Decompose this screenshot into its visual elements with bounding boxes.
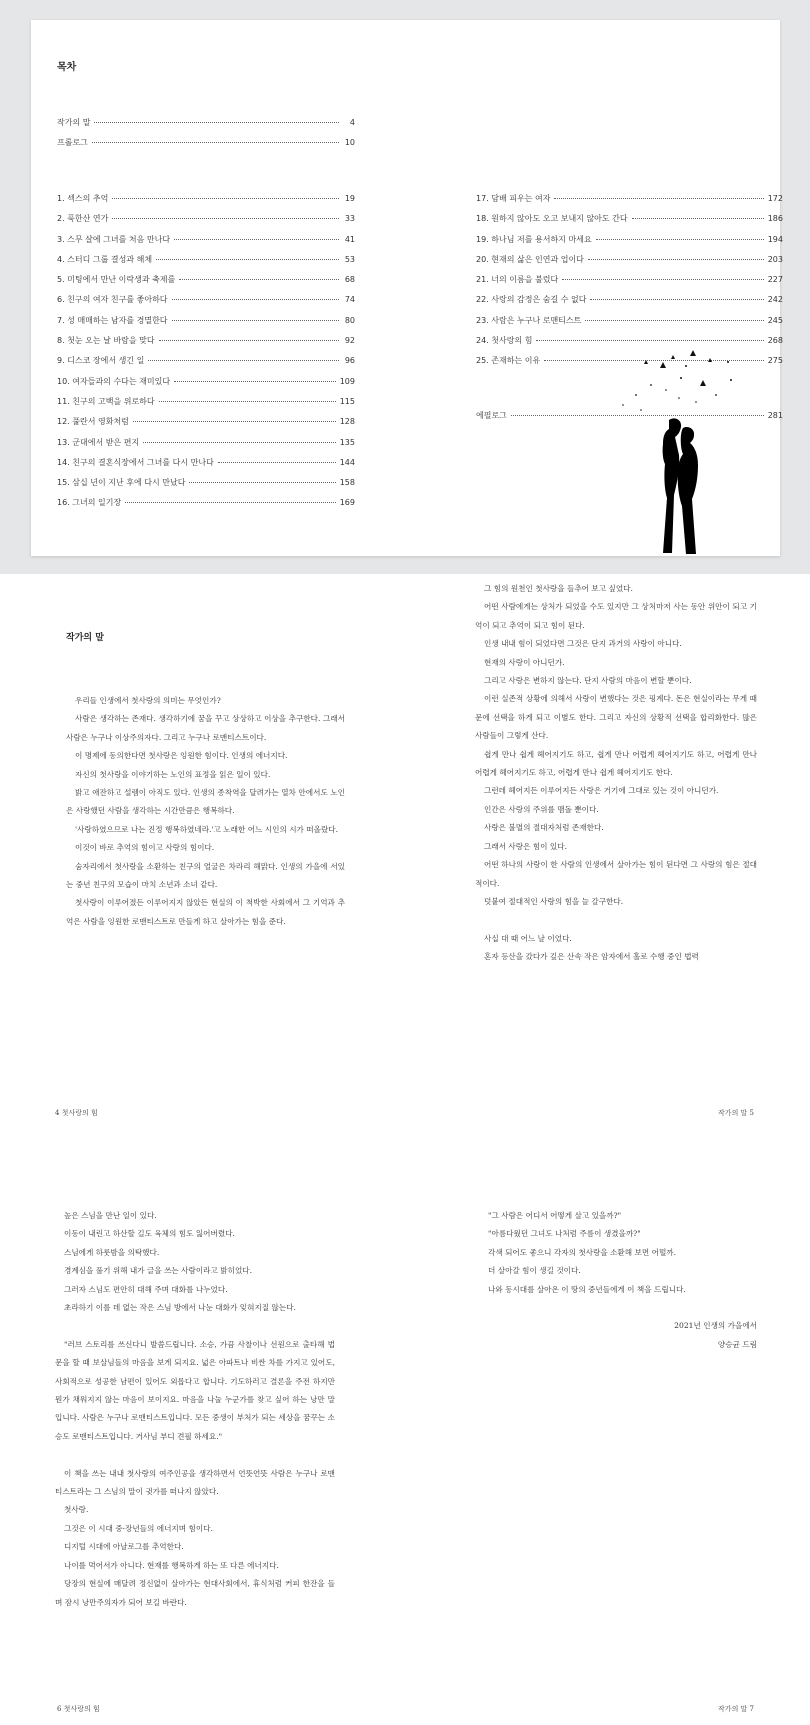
toc-label: 에필로그 (476, 411, 507, 420)
body-paragraph: 스님에게 하룻밤을 의탁했다. (64, 1247, 160, 1257)
body-paragraph: 그러자 스님도 편안히 대해 주며 대화를 나누었다. (64, 1284, 228, 1294)
toc-leader (174, 381, 336, 382)
toc-page: 144 (339, 457, 355, 467)
toc-label: 작가의 말 (57, 118, 91, 127)
toc-page: 74 (344, 295, 355, 305)
toc-leader (125, 502, 336, 503)
toc-page: 115 (339, 396, 355, 406)
toc-row (57, 355, 355, 375)
body-paragraph: 나와 동시대를 살아온 이 땅의 중년들에게 이 책을 드립니다. (488, 1284, 686, 1294)
toc-page: 186 (767, 214, 783, 224)
toc-label: 8. 첫눈 오는 날 바람을 맞다 (57, 336, 155, 346)
toc-leader (172, 320, 339, 321)
falling-sparkles (622, 350, 732, 411)
body-paragraph: 쉽게 만나 쉽게 헤어지기도 하고, 쉽게 만나 어렵게 헤어지기도 하고, 어렵게 만나 어렵게 헤어지기도 하고, 어렵게 만나 쉽게 헤어지기도 한다. (475, 749, 757, 778)
toc-label: 23. 사람은 누구나 로맨티스트 (476, 315, 582, 325)
page-folio-left: 4 첫사랑의 힘 (55, 1109, 98, 1117)
body-paragraph: 더 살아갈 힘이 생길 것이다. (488, 1266, 581, 1276)
toc-label: 25. 존재하는 이유 (476, 356, 541, 366)
body-paragraph: 어떤 사람에게는 상처가 되었을 수도 있지만 그 상처마저 사는 동안 위안이 되고 기억이 되고 추억이 되고 힘이 된다. (475, 602, 757, 630)
spacer (479, 1299, 757, 1317)
body-paragraph: 이 명제에 동의한다면 첫사랑은 잉원한 힘이다. 인생의 에너지다. (75, 751, 288, 761)
toc-page: 172 (767, 194, 783, 203)
paragraph-spacer (475, 911, 757, 929)
toc-label: 12. 풀란서 영화처럼 (57, 417, 129, 427)
toc-front-list (57, 117, 355, 157)
toc-leader (590, 299, 763, 300)
toc-label: 15. 삼십 년이 지난 후에 다시 만났다 (57, 478, 186, 488)
toc-page: 19 (344, 194, 355, 203)
toc-label: 11. 친구의 고백을 위로하다 (57, 396, 155, 406)
body-paragraph: 현재의 사랑이 아니던가. (484, 657, 565, 667)
couple-figures (663, 418, 698, 554)
toc-label: 6. 친구의 여자 친구를 좋아하다 (57, 295, 168, 305)
toc-label: 2. 푹한산 연가 (57, 214, 109, 224)
toc-title: 목차 (57, 62, 77, 73)
toc-page: 41 (344, 234, 355, 244)
body-paragraph: 인생 내내 힘이 되었다면 그것은 단지 과거의 사랑이 아니다. (484, 639, 682, 649)
toc-label: 7. 성 매매하는 남자를 경멸한다 (57, 315, 168, 325)
body-paragraph: 첫사랑. (64, 1505, 89, 1515)
toc-label: 1. 섹스의 추억 (57, 194, 109, 203)
page-folio-right: 작가의 말 5 (718, 1109, 754, 1117)
toc-label: 18. 원하지 않아도 오고 보내지 않아도 간다 (476, 214, 628, 224)
body-paragraph: 이동이 내린고 하산할 길도 육체의 힘도 잃어버렸다. (64, 1229, 235, 1239)
body-paragraph: 그리고 사랑은 변하지 않는다. 단지 사람의 마음이 변할 뿐이다. (484, 676, 692, 686)
toc-row (57, 274, 355, 294)
toc-leader (94, 122, 339, 123)
toc-page: 109 (339, 376, 355, 386)
toc-row (57, 335, 355, 355)
toc-page: 169 (339, 498, 355, 508)
signature-name: 양승균 드림 (717, 1339, 757, 1349)
toc-label: 4. 스터디 그룹 결성과 해체 (57, 254, 153, 264)
body-paragraph: 자신의 첫사랑을 이야기하는 노인의 표정을 읽은 일이 있다. (75, 769, 271, 779)
toc-row (476, 234, 783, 254)
toc-label: 14. 친구의 결혼식장에서 그녀를 다시 만나다 (57, 457, 214, 467)
toc-label: 프롤로그 (57, 138, 88, 147)
toc-leader (632, 218, 764, 219)
toc-page: 281 (767, 411, 783, 420)
toc-row (57, 416, 355, 436)
body-paragraph: 숨자리에서 첫사랑을 소환하는 친구의 얼굴은 차라리 해맑다. 인생의 가을에 서있는 중년 친구의 모습이 마치 소년과 소녀 같다. (66, 861, 345, 890)
toc-row (57, 376, 355, 396)
toc-label: 19. 하나님 저를 용서하지 마세요 (476, 234, 592, 244)
body-paragraph: 밝고 애잔하고 설렘이 아직도 있다. 인생의 종착역을 달려가는 열차 안에서도 노인은 사랑했던 사람을 생각하는 시간만큼은 행복하다. (66, 788, 345, 816)
preface-right-column (475, 580, 757, 967)
body-paragraph: 어떤 하나의 사랑이 한 사람의 인생에서 살아가는 힘이 된다면 그 사랑의 힘은 절대적이다. (475, 860, 757, 888)
body-paragraph: '사랑하였으므로 나는 진정 행복하였네라.'고 노래한 어느 시인의 시가 떠올랐다. (75, 824, 339, 834)
toc-leader (596, 239, 764, 240)
toc-row (57, 497, 355, 517)
toc-leader (554, 198, 763, 199)
body-paragraph: 나이를 먹어서가 아니다. 현재를 행복하게 하는 또 다른 에너지다. (64, 1560, 279, 1570)
toc-label: 21. 너의 이름을 불렀다 (476, 275, 559, 285)
toc-row (476, 315, 783, 335)
body-paragraph: 이 책을 쓰는 내내 첫사랑의 여주인공을 생각하면서 언뜻언뜻 사람은 누구나 로맨티스트라는 그 스님의 말이 귓가를 떠나지 않았다. (55, 1468, 335, 1497)
preface-spread-1 (0, 574, 810, 1119)
toc-label: 17. 담배 피우는 여자 (476, 194, 551, 203)
body-paragraph: 그 힘의 원천인 첫사랑을 들추어 보고 싶었다. (484, 584, 633, 593)
body-paragraph: 그래서 사랑은 힘이 있다. (484, 841, 568, 851)
toc-label: 5. 미팅에서 만난 이락생과 축제를 (57, 275, 176, 285)
toc-leader (172, 299, 339, 300)
toc-page: 158 (339, 478, 355, 488)
toc-leader (92, 142, 339, 143)
toc-page: 128 (339, 417, 355, 427)
preface-heading: 작가의 말 (66, 633, 104, 643)
body-paragraph: 당장의 현실에 매달려 정신없이 살아가는 현대사회에서, 휴식처럼 커피 한잔을 들며 잠시 낭만주의자가 되어 보길 바란다. (55, 1579, 335, 1607)
preface-right-paras (479, 1207, 757, 1299)
toc-label: 20. 현재의 삶은 인연과 업이다 (476, 254, 584, 264)
toc-right-list (476, 193, 783, 376)
body-paragraph: 사랑은 불멸의 절대자처럼 존재한다. (484, 823, 604, 833)
page-folio-right-2: 작가의 말 7 (718, 1705, 754, 1713)
toc-row (476, 254, 783, 274)
toc-row (57, 193, 355, 213)
toc-label: 9. 디스코 장에서 생긴 일 (57, 356, 145, 366)
toc-page: 33 (344, 214, 355, 224)
toc-label: 16. 그녀의 일기장 (57, 498, 122, 508)
toc-row (57, 396, 355, 416)
toc-leader (148, 360, 339, 361)
preface-left-column (66, 692, 345, 931)
toc-label: 3. 스무 살에 그녀를 처음 만나다 (57, 234, 171, 244)
toc-row (57, 457, 355, 477)
preface-left-column-2 (55, 1207, 335, 1612)
toc-row (476, 294, 783, 314)
body-paragraph: 우리들 인생에서 첫사랑의 의미는 무엇인가? (75, 696, 221, 705)
body-paragraph: 사십 대 때 어느 날 이었다. (484, 933, 572, 943)
body-paragraph: 그것은 이 시대 중·장년들의 에너지며 힘이다. (64, 1523, 213, 1533)
paragraph-spacer (55, 1446, 335, 1464)
toc-page: 96 (344, 356, 355, 366)
body-paragraph: 첫사랑이 이루어졌든 이루어지지 않았든 현실의 이 척박한 사회에서 그 기억과 추억은 사람을 잉원한 로맨티스트로 만들게 하고 살아가는 힘을 준다. (66, 898, 345, 926)
toc-row (57, 315, 355, 335)
toc-page: 80 (344, 315, 355, 325)
body-paragraph: 이런 실존적 상황에 의해서 사랑이 변했다는 것은 핑계다. 돈은 현실이라는 무게 때문에 선택을 하게 되고 이별도 한다. 그리고 자신의 상황적 선택을 합리화한다. 많은 사람들이 그렇게 산다. (475, 694, 757, 741)
toc-row (57, 254, 355, 274)
toc-leader (156, 259, 339, 260)
body-paragraph: 그런데 헤어지든 이루어지든 사랑은 거기에 그대로 있는 것이 아니던가. (484, 786, 719, 796)
page-folio-left-2: 6 첫사랑의 힘 (57, 1705, 100, 1713)
toc-leader (588, 259, 764, 260)
toc-row (57, 234, 355, 254)
body-paragraph: 경계심을 풀기 위해 내가 글을 쓰는 사람이라고 밝히었다. (64, 1266, 253, 1276)
couple-silhouette-illustration (611, 350, 781, 555)
toc-row (476, 193, 783, 213)
toc-page: 135 (339, 437, 355, 447)
toc-leader (536, 340, 763, 341)
body-paragraph: "그 사람은 어디서 어떻게 살고 있을까?" (488, 1211, 622, 1220)
paragraph-spacer (55, 1317, 335, 1335)
toc-page: 194 (767, 234, 783, 244)
toc-leader (174, 239, 339, 240)
toc-left-list (57, 193, 355, 518)
signature-date: 2021년 인생의 가을에서 (674, 1321, 757, 1331)
toc-page: 275 (767, 356, 783, 366)
body-paragraph: 초라하기 이를 데 없는 작은 스님 방에서 나눈 대화가 잊혀지질 않는다. (64, 1303, 296, 1313)
preface-right-column-2 (479, 1207, 757, 1354)
toc-row (57, 294, 355, 314)
toc-page: 53 (344, 254, 355, 264)
body-paragraph: 사람은 생각하는 존재다. 생각하기에 꿈을 꾸고 상상하고 이상을 추구한다. 그래서 사람은 누구나 이상주의자다. 그리고 누구나 로맨티스트이다. (66, 714, 345, 742)
toc-page: 203 (767, 254, 783, 264)
toc-label: 13. 군대에서 받은 편지 (57, 437, 140, 447)
toc-page: 268 (767, 336, 783, 346)
toc-leader (112, 198, 339, 199)
toc-row (57, 477, 355, 497)
body-paragraph: 디지털 시대에 아날로그를 추억한다. (64, 1542, 184, 1552)
toc-leader (143, 442, 336, 443)
toc-leader (159, 401, 336, 402)
toc-row (57, 437, 355, 457)
toc-row (57, 137, 355, 157)
toc-leader (112, 218, 339, 219)
body-paragraph: 덧붙여 절대적인 사랑의 힘을 늘 갈구한다. (484, 896, 624, 906)
toc-leader (562, 279, 764, 280)
toc-page: 68 (344, 275, 355, 285)
body-paragraph: 인간은 사랑의 주위를 맴돌 뿐이다. (484, 804, 599, 814)
toc-page: 242 (767, 295, 783, 305)
toc-row (476, 213, 783, 233)
toc-label: 22. 사랑의 감정은 숨길 수 없다 (476, 295, 587, 305)
toc-leader (218, 462, 336, 463)
toc-page: 245 (767, 315, 783, 325)
toc-page: 227 (767, 275, 783, 285)
body-paragraph: 높은 스님을 만난 일이 있다. (64, 1211, 157, 1220)
toc-label: 24. 첫사랑의 힘 (476, 336, 533, 346)
body-paragraph: "아름다웠던 그녀도 나처럼 주름이 생겼을까?" (488, 1229, 641, 1239)
toc-leader (159, 340, 339, 341)
body-paragraph: 각색 되어도 좋으니 각자의 첫사랑을 소환해 보면 어떨까. (488, 1247, 677, 1257)
toc-row (57, 117, 355, 137)
toc-sheet (31, 20, 783, 556)
body-paragraph: 이것이 바로 추억의 힘이고 사랑의 힘이다. (75, 843, 215, 853)
body-paragraph: 혼자 등산을 갔다가 깊은 산속 작은 암자에서 홀로 수행 중인 법력 (484, 952, 699, 962)
toc-row (57, 213, 355, 233)
preface-spread-2 (0, 1119, 810, 1725)
toc-leader (585, 320, 763, 321)
toc-leader (179, 279, 339, 280)
toc-leader (189, 482, 335, 483)
toc-spread (0, 0, 810, 574)
toc-row (476, 274, 783, 294)
toc-page: 4 (349, 118, 355, 127)
toc-label: 10. 여자들과의 수다는 재미있다 (57, 376, 171, 386)
toc-page: 10 (344, 138, 355, 147)
toc-page: 92 (344, 336, 355, 346)
body-paragraph: "러브 스토리를 쓰신다니 발씀드립니다. 소승, 가끔 사찰이나 선원으로 출타해 법문을 할 때 보살님들의 마음을 보게 되지요. 넓은 아파트나 비싼 차를 가지고 있어도, 사회적으로 성공한 남편이 있어도 외롭다고 합니다. 기도하러고 결론을 주전 하지만 뭔가 채워지지 않는 마음이 보이지요. 마음을 나눌 누군가를 찾고 싶어 하는 낭만 말입니다. 사람은 누구나 로맨티스트입니다. 모든 중생이 부처가 되는 세상을 꿈꾸는 소승도 로맨티스트입니다. 거사님 부디 견필 하세요." (55, 1339, 335, 1441)
toc-leader (133, 421, 336, 422)
